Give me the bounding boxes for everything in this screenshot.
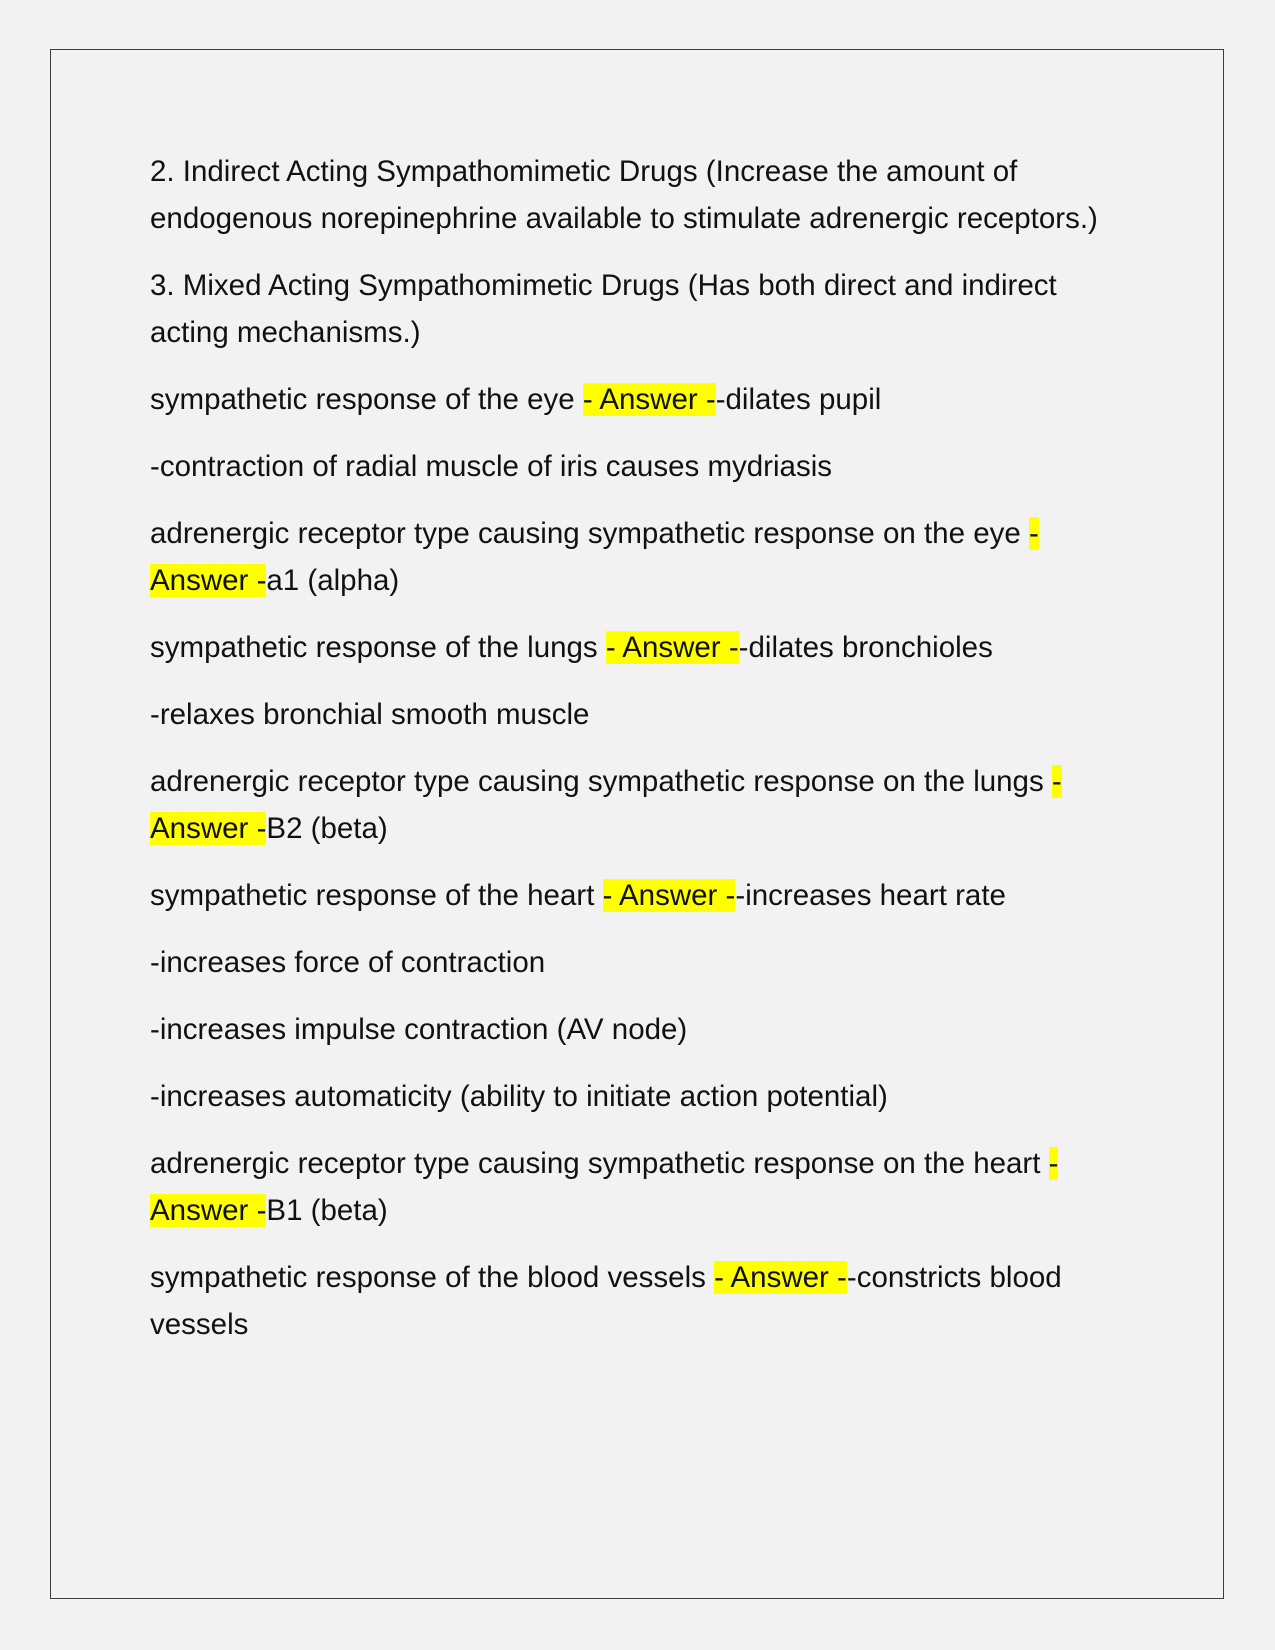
paragraph [150, 1006, 1110, 1053]
paragraph [150, 262, 1110, 356]
paragraph-text: a1 (alpha) [266, 564, 400, 597]
paragraph-text: sympathetic response of the blood vessels [150, 1261, 715, 1294]
answer-highlight: - Answer - [582, 383, 716, 416]
paragraph [150, 939, 1110, 986]
paragraph [150, 1073, 1110, 1120]
answer-highlight: - Answer - [605, 631, 739, 664]
paragraph-text: -dilates bronchioles [738, 631, 993, 664]
paragraph [150, 443, 1110, 490]
paragraph [150, 148, 1110, 242]
paragraph [150, 872, 1110, 919]
paragraph-text: 3. Mixed Acting Sympathomimetic Drugs (Has both direct and indirect acting mechanisms.) [150, 269, 1057, 349]
paragraph-text: -constricts blood vessels [150, 1261, 1062, 1341]
answer-highlight: - Answer - [714, 1261, 847, 1294]
paragraph-text: adrenergic receptor type causing sympathetic response on the eye [150, 517, 1029, 550]
paragraph-text: -relaxes bronchial smooth muscle [150, 698, 590, 731]
paragraph [150, 1140, 1110, 1234]
paragraph-text: B2 (beta) [266, 812, 388, 845]
answer-highlight: - Answer - [150, 765, 1062, 845]
paragraph [150, 758, 1110, 852]
paragraph [150, 376, 1110, 423]
paragraph [150, 1254, 1110, 1348]
paragraph [150, 624, 1110, 671]
paragraph-text: sympathetic response of the lungs [150, 631, 606, 664]
paragraph-text: -increases heart rate [735, 879, 1006, 912]
paragraph-text: -increases automaticity (ability to initiate action potential) [150, 1080, 888, 1113]
document-body [150, 148, 1110, 1368]
paragraph-text: sympathetic response of the heart [150, 879, 603, 912]
paragraph-text: adrenergic receptor type causing sympathetic response on the heart [150, 1147, 1049, 1180]
paragraph-text: -dilates pupil [715, 383, 882, 416]
paragraph-text: -increases impulse contraction (AV node) [150, 1013, 688, 1046]
paragraph-text: 2. Indirect Acting Sympathomimetic Drugs (Increase the amount of endogenous norepinephrine available to stimulate adrenergic receptors.) [150, 155, 1098, 235]
answer-highlight: - Answer - [150, 1147, 1059, 1227]
paragraph-text: adrenergic receptor type causing sympathetic response on the lungs [150, 765, 1052, 798]
paragraph-text: -contraction of radial muscle of iris causes mydriasis [150, 450, 833, 483]
paragraph-text: B1 (beta) [266, 1194, 388, 1227]
paragraph-text: sympathetic response of the eye [150, 383, 583, 416]
answer-highlight: - Answer - [150, 517, 1039, 597]
paragraph [150, 510, 1110, 604]
paragraph-text: -increases force of contraction [150, 946, 546, 979]
answer-highlight: - Answer - [602, 879, 736, 912]
paragraph [150, 691, 1110, 738]
